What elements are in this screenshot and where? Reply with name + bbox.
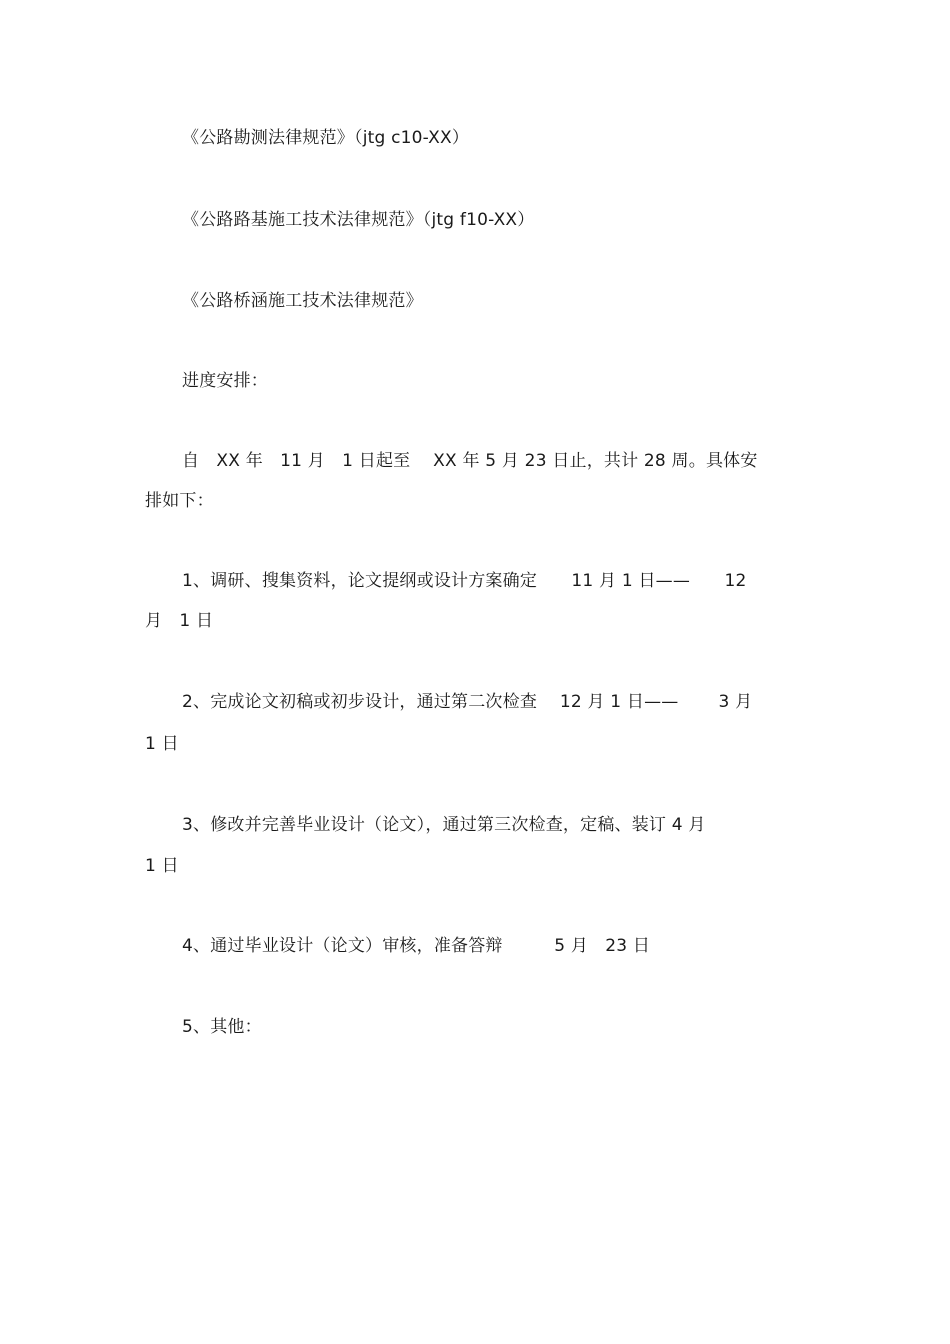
schedule-item-3-line1: 3、修改并完善毕业设计（论文），通过第三次检查，定稿、装订 4 月: [182, 815, 706, 835]
schedule-item-3-line2: 1 日: [145, 856, 179, 876]
reference-survey-code: 《公路勘测法律规范》（jtg c10-XX）: [182, 128, 470, 148]
schedule-item-2-line1: 2、完成论文初稿或初步设计，通过第二次检查 12 月 1 日—— 3 月: [182, 692, 753, 712]
schedule-item-1-line2: 月 1 日: [145, 611, 214, 631]
schedule-item-4: 4、通过毕业设计（论文）审核，准备答辩 5 月 23 日: [182, 936, 651, 956]
schedule-item-5: 5、其他：: [182, 1017, 262, 1037]
schedule-item-2-line2: 1 日: [145, 734, 179, 754]
schedule-intro-line2: 排如下：: [145, 491, 214, 511]
reference-subgrade-code: 《公路路基施工技术法律规范》（jtg f10-XX）: [182, 210, 535, 230]
schedule-heading: 进度安排：: [182, 371, 268, 391]
schedule-item-1-line1: 1、调研、搜集资料，论文提纲或设计方案确定 11 月 1 日—— 12: [182, 571, 747, 591]
schedule-intro-line1: 自 XX 年 11 月 1 日起至 XX 年 5 月 23 日止，共计 28 周。具体安: [182, 451, 758, 471]
reference-bridge-code: 《公路桥涵施工技术法律规范》: [182, 291, 423, 311]
